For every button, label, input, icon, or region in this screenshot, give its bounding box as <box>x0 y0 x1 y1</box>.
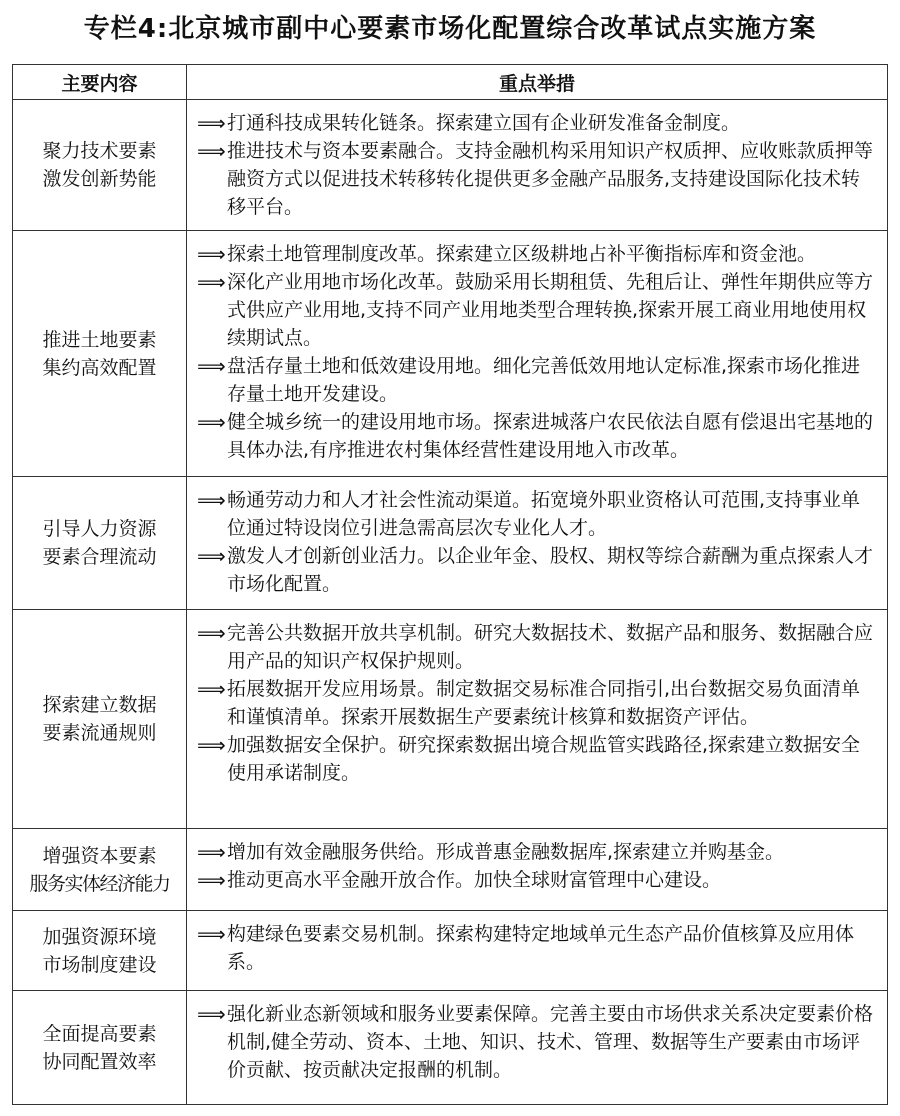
measures-cell <box>187 829 888 911</box>
measure-item <box>197 866 877 894</box>
double-arrow-icon: ⟹ <box>197 242 226 266</box>
measure-text: 强化新业态新领域和服务业要素保障。完善主要由市场供求关系决定要素价格机制,健全劳动、资本、土地、知识、技术、管理、数据等生产要素由市场评价贡献、按贡献决定报酬的机制。 <box>227 1003 874 1081</box>
category-label-line: 增强资本要素 <box>42 844 157 867</box>
double-arrow-icon: ⟹ <box>197 1002 226 1026</box>
category-label-line: 推进土地要素 <box>42 328 157 351</box>
measure-text: 推动更高水平金融开放合作。加快全球财富管理中心建设。 <box>227 869 722 891</box>
measure-text: 增加有效金融服务供给。形成普惠金融数据库,探索建立并购基金。 <box>227 841 785 863</box>
double-arrow-icon: ⟹ <box>197 677 226 701</box>
table-row <box>13 231 888 477</box>
double-arrow-icon: ⟹ <box>197 733 226 757</box>
measure-item <box>197 731 877 787</box>
table-header-row <box>13 65 888 100</box>
measure-text: 畅通劳动力和人才社会性流动渠道。拓宽境外职业资格认可范围,支持事业单位通过特设岗位引进急需高层次专业化人才。 <box>227 489 861 539</box>
category-label-line: 激发创新势能 <box>42 168 157 190</box>
measure-text: 健全城乡统一的建设用地市场。探索进城落户农民依法自愿有偿退出宅基地的具体办法,有序推进农村集体经营性建设用地入市改革。 <box>227 411 874 461</box>
double-arrow-icon: ⟹ <box>197 270 226 294</box>
measure-text: 探索土地管理制度改革。探索建立区级耕地占补平衡指标库和资金池。 <box>227 243 817 265</box>
category-label-line: 要素流通规则 <box>42 722 157 744</box>
table-row <box>13 477 888 610</box>
table-row <box>13 100 888 231</box>
measures-cell <box>187 610 888 829</box>
measure-item <box>197 675 877 731</box>
measure-text: 打通科技成果转化链条。探索建立国有企业研发准备金制度。 <box>227 112 741 134</box>
header-key-measures: 重点举措 <box>187 65 888 100</box>
category-label-line: 市场制度建设 <box>42 953 157 976</box>
table-body <box>13 100 888 1105</box>
measure-item <box>197 920 877 976</box>
double-arrow-icon: ⟹ <box>197 139 226 163</box>
category-cell <box>13 100 187 231</box>
category-label-line: 服务实体经济能力 <box>29 872 170 895</box>
measure-text: 激发人才创新创业活力。以企业年金、股权、期权等综合薪酬为重点探索人才市场化配置。 <box>227 545 874 595</box>
measures-cell <box>187 477 888 610</box>
measures-cell <box>187 100 888 231</box>
category-label-line: 集约高效配置 <box>42 356 157 379</box>
double-arrow-icon: ⟹ <box>197 410 226 434</box>
page-title: 专栏4:北京城市副中心要素市场化配置综合改革试点实施方案 <box>83 14 817 44</box>
measure-item <box>197 268 877 352</box>
table-row <box>13 911 888 991</box>
double-arrow-icon: ⟹ <box>197 621 226 645</box>
reform-table <box>12 64 888 1105</box>
measure-text: 加强数据安全保护。研究探索数据出境合规监管实践路径,探索建立数据安全使用承诺制度。 <box>227 734 861 784</box>
measure-item <box>197 838 877 866</box>
category-label-line: 全面提高要素 <box>42 1022 157 1045</box>
measures-cell <box>187 991 888 1105</box>
category-cell <box>13 477 187 610</box>
category-cell <box>13 911 187 991</box>
measure-item <box>197 137 877 221</box>
header-main-content: 主要内容 <box>13 65 187 100</box>
double-arrow-icon: ⟹ <box>197 354 226 378</box>
double-arrow-icon: ⟹ <box>197 544 226 568</box>
measure-text: 推进技术与资本要素融合。支持金融机构采用知识产权质押、应收账款质押等融资方式以促进技术转移转化提供更多金融产品服务,支持建设国际化技术转移平台。 <box>227 140 874 218</box>
measure-item <box>197 1000 877 1084</box>
measure-item <box>197 619 877 675</box>
measures-cell <box>187 231 888 477</box>
double-arrow-icon: ⟹ <box>197 868 226 892</box>
double-arrow-icon: ⟹ <box>197 111 226 135</box>
table-row <box>13 829 888 911</box>
table-row <box>13 991 888 1105</box>
measure-item <box>197 352 877 408</box>
measure-item <box>197 408 877 464</box>
measure-text: 完善公共数据开放共享机制。研究大数据技术、数据产品和服务、数据融合应用产品的知识产权保护规则。 <box>227 622 874 672</box>
category-cell <box>13 610 187 829</box>
category-cell <box>13 829 187 911</box>
measure-text: 构建绿色要素交易机制。探索构建特定地域单元生态产品价值核算及应用体系。 <box>227 923 855 973</box>
category-label-line: 探索建立数据 <box>42 694 157 716</box>
measures-cell <box>187 911 888 991</box>
double-arrow-icon: ⟹ <box>197 840 226 864</box>
table-row <box>13 610 888 829</box>
category-cell <box>13 231 187 477</box>
category-label-line: 引导人力资源 <box>42 518 157 540</box>
measure-item <box>197 240 877 268</box>
measure-text: 拓展数据开发应用场景。制定数据交易标准合同指引,出台数据交易负面清单和谨慎清单。探索开展数据生产要素统计核算和数据资产评估。 <box>227 678 861 728</box>
measure-text: 深化产业用地市场化改革。鼓励采用长期租赁、先租后让、弹性年期供应等方式供应产业用地,支持不同产业用地类型合理转换,探索开展工商业用地使用权续期试点。 <box>227 271 874 349</box>
category-label-line: 聚力技术要素 <box>42 140 157 162</box>
category-label-line: 要素合理流动 <box>42 546 157 568</box>
measure-text: 盘活存量土地和低效建设用地。细化完善低效用地认定标准,探索市场化推进存量土地开发建设。 <box>227 355 861 405</box>
double-arrow-icon: ⟹ <box>197 922 226 946</box>
measure-item <box>197 109 877 137</box>
category-label-line: 加强资源环境 <box>42 925 157 948</box>
category-label-line: 协同配置效率 <box>42 1050 157 1073</box>
double-arrow-icon: ⟹ <box>197 488 226 512</box>
category-cell <box>13 991 187 1105</box>
measure-item <box>197 486 877 542</box>
measure-item <box>197 542 877 598</box>
